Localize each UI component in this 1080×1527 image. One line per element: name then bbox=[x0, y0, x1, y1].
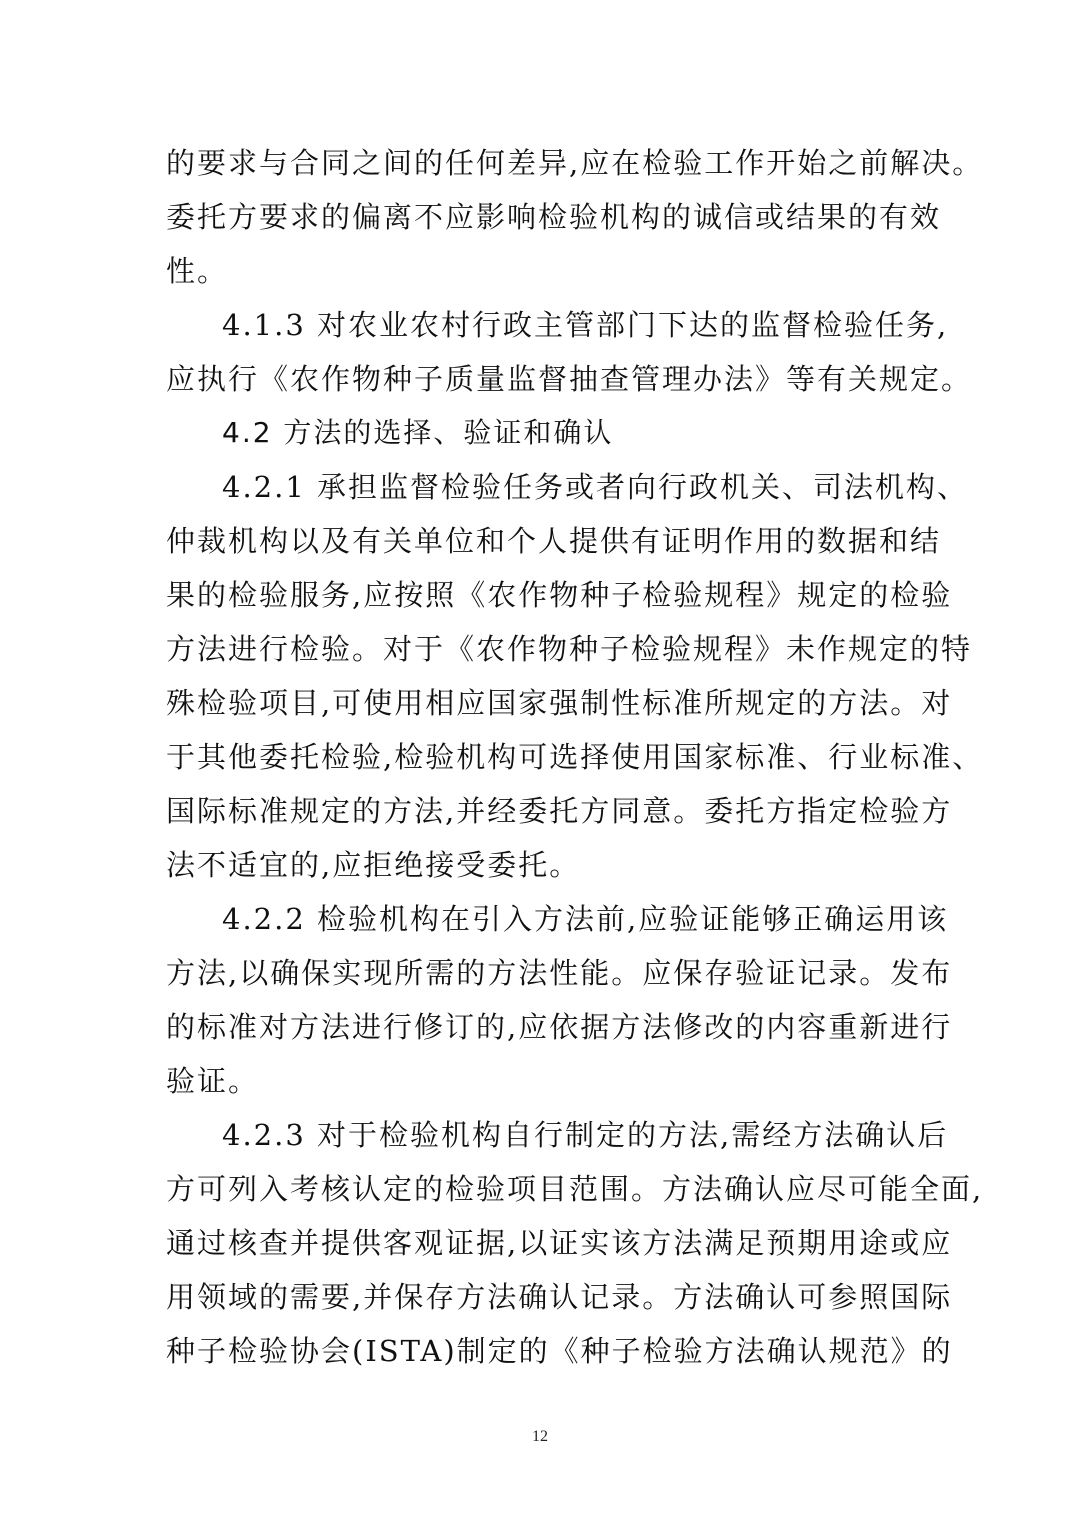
text-line-23: 种子检验协会(ISTA)制定的《种子检验方法确认规范》的 bbox=[166, 1334, 953, 1368]
text-line-11: 殊检验项目,可使用相应国家强制性标准所规定的方法。对 bbox=[166, 686, 953, 720]
text-line-10: 方法进行检验。对于《农作物种子检验规程》未作规定的特 bbox=[166, 632, 973, 666]
text-line-14: 法不适宜的,应拒绝接受委托。 bbox=[166, 848, 581, 882]
text-line-18: 验证。 bbox=[166, 1064, 260, 1098]
text-line-3: 性。 bbox=[166, 254, 229, 288]
clause-4-2-3: 4.2.3 对于检验机构自行制定的方法,需经方法确认后 bbox=[222, 1118, 949, 1152]
text-line-22: 用领域的需要,并保存方法确认记录。方法确认可参照国际 bbox=[166, 1280, 953, 1314]
clause-4-1-3: 4.1.3 对农业农村行政主管部门下达的监督检验任务, bbox=[222, 308, 949, 342]
text-line-16: 方法,以确保实现所需的方法性能。应保存验证记录。发布 bbox=[166, 956, 953, 990]
page-number: 12 bbox=[532, 1428, 548, 1445]
text-line-8: 仲裁机构以及有关单位和个人提供有证明作用的数据和结 bbox=[166, 524, 942, 558]
text-line-13: 国际标准规定的方法,并经委托方同意。委托方指定检验方 bbox=[166, 794, 953, 828]
text-line-2: 委托方要求的偏离不应影响检验机构的诚信或结果的有效 bbox=[166, 200, 942, 234]
body-text bbox=[166, 136, 984, 1378]
text-line-9: 果的检验服务,应按照《农作物种子检验规程》规定的检验 bbox=[166, 578, 953, 612]
clause-4-2-2: 4.2.2 检验机构在引入方法前,应验证能够正确运用该 bbox=[222, 902, 949, 936]
text-line-1: 的要求与合同之间的任何差异,应在检验工作开始之前解决。 bbox=[166, 146, 984, 180]
text-line-21: 通过核查并提供客观证据,以证实该方法满足预期用途或应 bbox=[166, 1226, 953, 1260]
text-line-12: 于其他委托检验,检验机构可选择使用国家标准、行业标准、 bbox=[166, 740, 984, 774]
text-line-20: 方可列入考核认定的检验项目范围。方法确认应尽可能全面, bbox=[166, 1172, 984, 1206]
text-line-5: 应执行《农作物种子质量监督抽查管理办法》等有关规定。 bbox=[166, 362, 973, 396]
text-line-17: 的标准对方法进行修订的,应依据方法修改的内容重新进行 bbox=[166, 1010, 953, 1044]
clause-4-2-1: 4.2.1 承担监督检验任务或者向行政机关、司法机构、 bbox=[222, 470, 969, 504]
section-heading-4-2: 4.2 方法的选择、验证和确认 bbox=[222, 416, 614, 449]
